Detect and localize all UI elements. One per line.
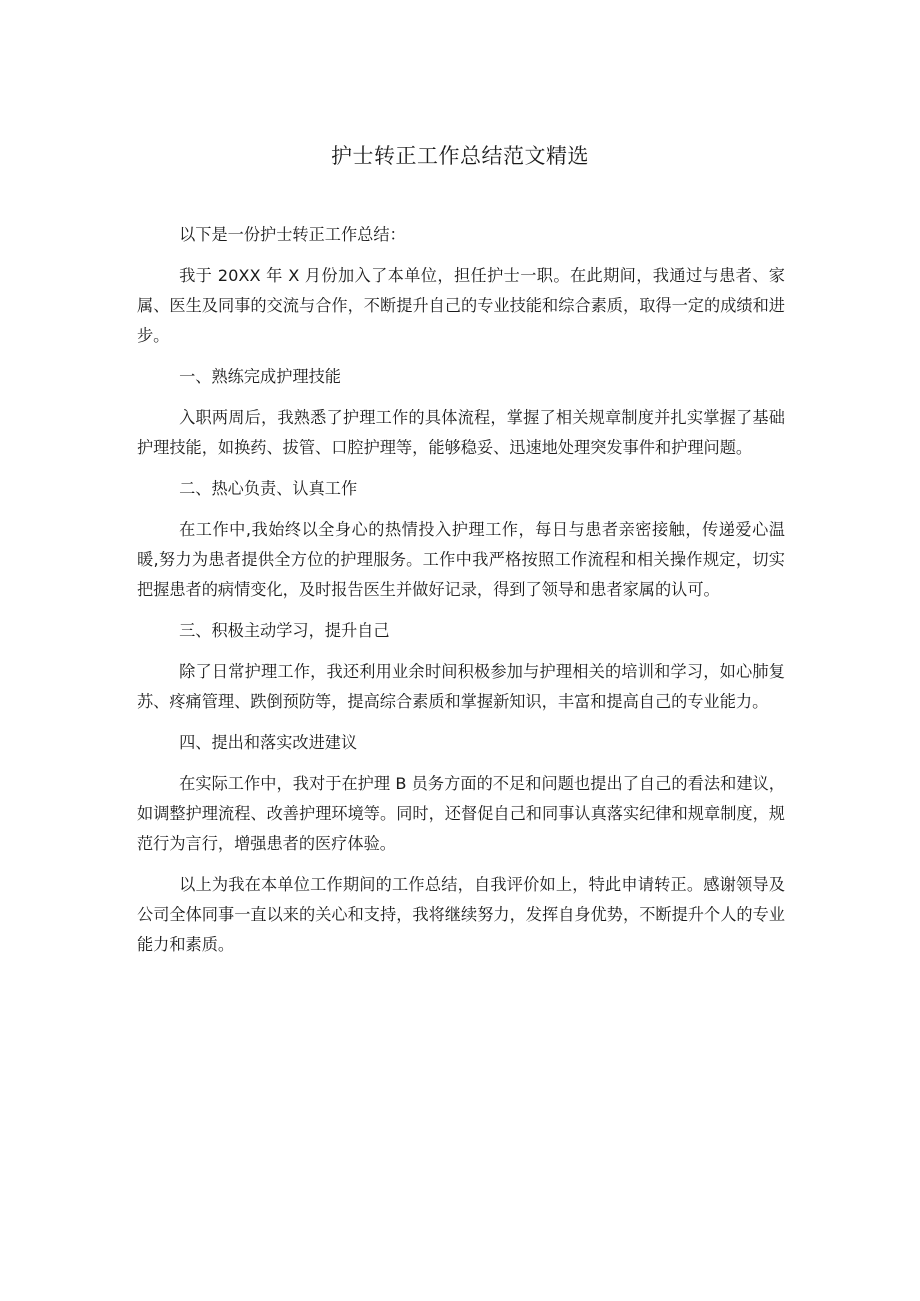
document-title: 护士转正工作总结范文精选 <box>331 144 589 168</box>
paragraph-2: 入职两周后，我熟悉了护理工作的具体流程，掌握了相关规章制度并扎实掌握了基础护理技能，如换药、拔管、口腔护理等，能够稳妥、迅速地处理突发事件和护理问题。 <box>137 408 785 457</box>
paragraph-4: 除了日常护理工作，我还利用业余时间积极参加与护理相关的培训和学习，如心肺复苏、疼痛管理、跌倒预防等，提高综合素质和掌握新知识，丰富和提高自己的专业能力。 <box>137 662 785 711</box>
closing-paragraph: 以上为我在本单位工作期间的工作总结，自我评价如上，特此申请转正。感谢领导及公司全体同事一直以来的关心和支持，我将继续努力，发挥自身优势，不断提升个人的专业能力和素质。 <box>137 875 785 954</box>
paragraph-3: 在工作中,我始终以全身心的热情投入护理工作，每日与患者亲密接触，传递爱心温暖,努力为患者提供全方位的护理服务。工作中我严格按照工作流程和相关操作规定，切实把握患者的病情变化，及时报告医生并做好记录，得到了领导和患者家属的认可。 <box>137 520 785 599</box>
paragraph-5: 在实际工作中，我对于在护理 B 员务方面的不足和问题也提出了自己的看法和建议，如调整护理流程、改善护理环境等。同时，还督促自己和同事认真落实纪律和规章制度，规范行为言行，增强患者的医疗体验。 <box>137 774 785 853</box>
paragraph-1: 我于 20XX 年 X 月份加入了本单位，担任护士一职。在此期间，我通过与患者、家属、医生及同事的交流与合作，不断提升自己的专业技能和综合素质，取得一定的成绩和进步。 <box>137 266 785 345</box>
intro-paragraph: 以下是一份护士转正工作总结： <box>179 225 406 244</box>
section-heading-3: 三、积极主动学习，提升自己 <box>179 621 390 640</box>
document-body <box>137 220 785 960</box>
section-heading-1: 一、熟练完成护理技能 <box>179 367 341 386</box>
section-heading-4: 四、提出和落实改进建议 <box>179 733 358 752</box>
section-heading-2: 二、热心负责、认真工作 <box>179 479 358 498</box>
